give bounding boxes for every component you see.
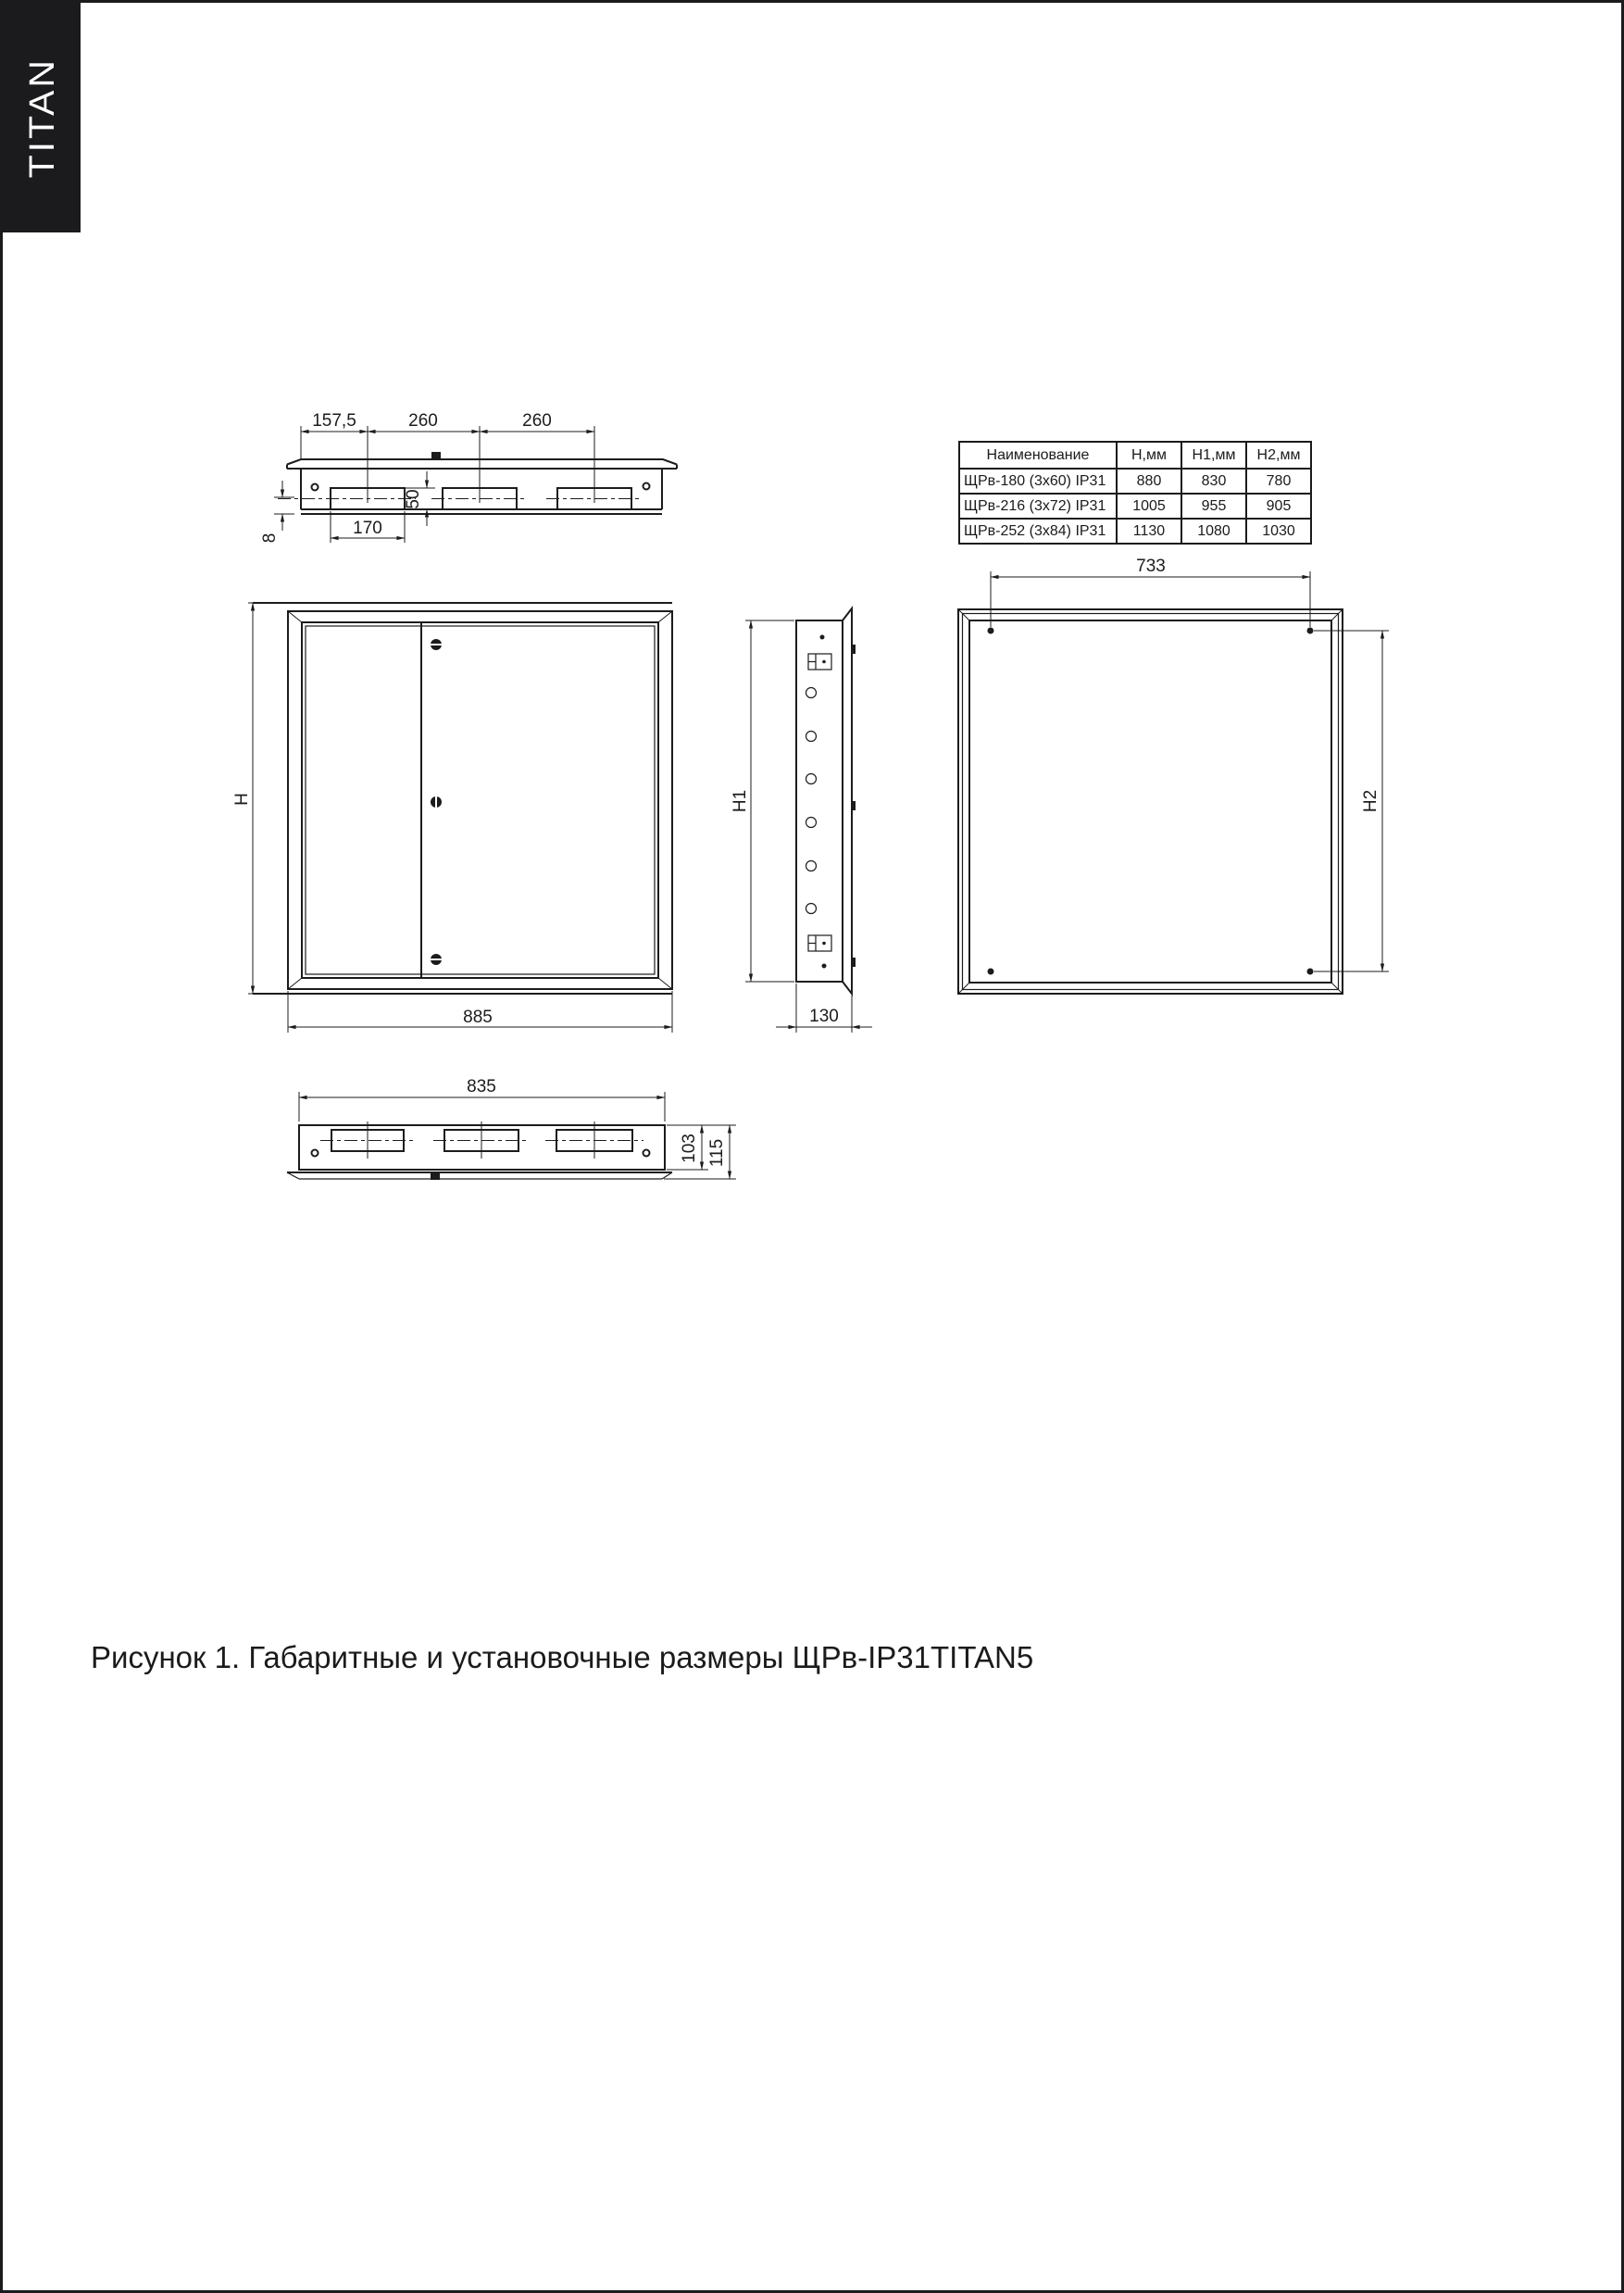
hinge-mark	[852, 958, 856, 967]
screw	[430, 639, 443, 650]
mount-bracket	[808, 935, 831, 951]
mount-bracket	[808, 654, 831, 670]
mount-hole	[1307, 628, 1314, 634]
mount-hole	[312, 1150, 319, 1157]
dim-label-260a: 260	[408, 411, 438, 431]
hinge-mark	[852, 801, 856, 810]
mount-hole	[643, 483, 650, 490]
col-header-h1: Н1,мм	[1181, 442, 1246, 469]
col-header-h: Н,мм	[1117, 442, 1181, 469]
back-view-dimensions	[991, 557, 1389, 971]
mount-hole	[312, 484, 319, 491]
dim-label-835: 835	[467, 1077, 496, 1096]
hinge-mark	[852, 645, 856, 654]
dim-label-H: H	[232, 793, 252, 806]
side-hole	[806, 774, 817, 784]
mount-hole	[988, 628, 994, 634]
figure-caption: Рисунок 1. Габаритные и установочные размеры ЩРв-IP31TITAN5	[91, 1640, 1034, 1674]
front-view-drawing	[232, 595, 683, 1040]
cell-model: ЩРв-180 (3х60) IP31	[959, 469, 1117, 494]
top-view-drawing	[260, 401, 702, 563]
dim-label-8: 8	[260, 533, 280, 544]
dim-label-115: 115	[707, 1138, 727, 1168]
dim-label-170: 170	[353, 519, 382, 538]
col-header-h2: Н2,мм	[1246, 442, 1311, 469]
top-view-dimensions	[260, 411, 594, 543]
cell-h2: 1030	[1246, 519, 1311, 544]
table-row	[959, 519, 1311, 544]
table-row	[959, 494, 1311, 519]
size-table	[958, 441, 1312, 545]
cell-h2: 905	[1246, 494, 1311, 519]
front-view-dimensions	[232, 603, 672, 1033]
dim-label-885: 885	[463, 1008, 493, 1027]
dim-label-50: 50	[404, 489, 423, 509]
mount-hole	[643, 1150, 650, 1157]
size-table-header-row	[959, 442, 1311, 469]
dim-label-H2: H2	[1361, 789, 1380, 813]
cell-h1: 1080	[1181, 519, 1246, 544]
side-view-outline	[796, 608, 856, 994]
table-row	[959, 469, 1311, 494]
dim-label-260b: 260	[522, 411, 552, 431]
cell-h2: 780	[1246, 469, 1311, 494]
cell-h: 1130	[1117, 519, 1181, 544]
mount-hole	[988, 969, 994, 975]
screw	[431, 796, 442, 808]
dim-label-130: 130	[809, 1007, 839, 1026]
side-hole	[806, 904, 817, 914]
brand-logo-text: TITAN	[21, 56, 61, 179]
cell-h1: 830	[1181, 469, 1246, 494]
dim-label-H1: H1	[731, 789, 750, 813]
latch-mark	[431, 452, 441, 459]
mount-hole	[1307, 969, 1314, 975]
screw	[430, 954, 443, 965]
cell-h: 1005	[1117, 494, 1181, 519]
back-view-drawing	[929, 558, 1401, 1012]
side-hole	[806, 861, 817, 871]
cell-h: 880	[1117, 469, 1181, 494]
side-hole	[806, 688, 817, 698]
col-header-name: Наименование	[959, 442, 1117, 469]
dim-label-733: 733	[1136, 557, 1166, 576]
latch-mark	[431, 1172, 440, 1180]
top-view-outline	[278, 452, 677, 514]
cell-model: ЩРв-252 (3х84) IP31	[959, 519, 1117, 544]
side-hole	[806, 732, 817, 742]
side-view-drawing	[731, 595, 882, 1040]
side-hole	[806, 818, 817, 828]
bottom-view-outline	[287, 1121, 672, 1180]
bottom-view-dimensions	[299, 1077, 736, 1179]
dim-label-103: 103	[680, 1134, 699, 1163]
brand-logo-block	[3, 3, 81, 232]
back-view-outline	[958, 609, 1343, 994]
cell-h1: 955	[1181, 494, 1246, 519]
front-view-outline	[253, 603, 672, 994]
cell-model: ЩРв-216 (3х72) IP31	[959, 494, 1117, 519]
bottom-view-drawing	[276, 1068, 743, 1207]
dim-label-157-5: 157,5	[312, 411, 356, 431]
